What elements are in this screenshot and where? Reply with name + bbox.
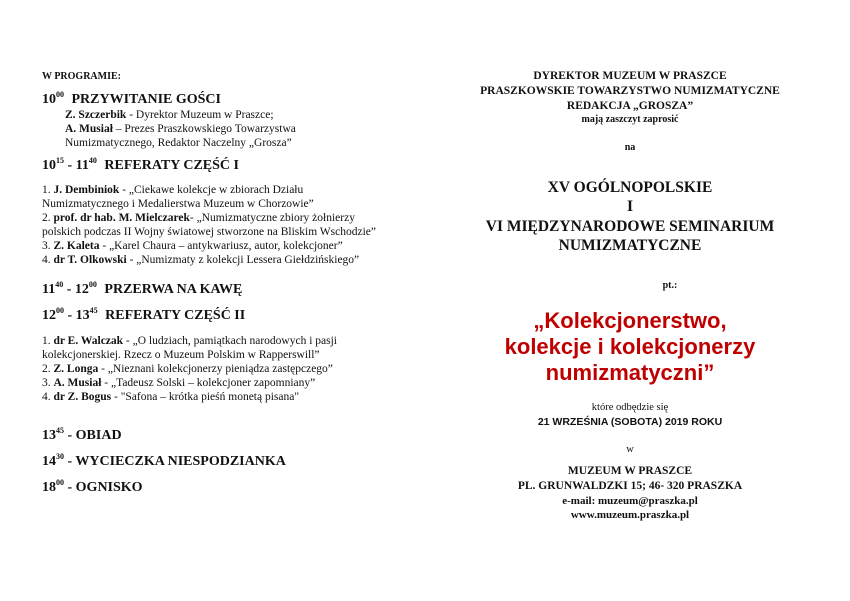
session-bonfire: $18^{00}$ - OGNISKO bbox=[42, 478, 143, 495]
venue-email: e-mail: muzeum@praszka.pl bbox=[562, 495, 698, 507]
event-date: 21 WRZEŚNIA (SOBOTA) 2019 ROKU bbox=[537, 416, 723, 428]
invite-text: mają zaszczyt zaprosić bbox=[581, 114, 679, 125]
event-line-2: I bbox=[626, 198, 634, 215]
venue-name: MUZEUM W PRASZCE bbox=[567, 465, 693, 477]
topic-line-2: kolekcje i kolekcjonerzy bbox=[504, 334, 756, 359]
list-item: 1. J. Dembiniok - „Ciekawe kolekcje w zbiorach Działu bbox=[42, 184, 304, 196]
list-item: 3. Z. Kaleta - „Karel Chaura – antykwariusz, autor, kolekcjoner” bbox=[42, 240, 343, 252]
invitation-panel bbox=[430, 0, 830, 601]
session-lunch: $13^{45}$ - OBIAD bbox=[42, 426, 122, 443]
event-line-3: VI MIĘDZYNARODOWE SEMINARIUM bbox=[485, 218, 775, 235]
session-papers-2: $12^{00} - 13^{45}$ REFERATY CZĘŚĆ II bbox=[42, 306, 246, 323]
pt-label: pt.: bbox=[662, 280, 678, 291]
list-item: 3. A. Musiał - „Tadeusz Solski – kolekcjoner zapomniany” bbox=[42, 377, 316, 389]
list-item: polskich podczas II Wojny światowej stworzone na Bliskim Wschodzie” bbox=[42, 226, 376, 238]
event-line-1: XV OGÓLNOPOLSKIE bbox=[547, 179, 713, 196]
topic-line-3: numizmatyczni” bbox=[545, 360, 715, 385]
session-coffee-break: $11^{40} - 12^{00}$ PRZERWA NA KAWĘ bbox=[42, 280, 243, 297]
event-line-4: NUMIZMATYCZNE bbox=[558, 237, 702, 254]
list-item: A. Musiał – Prezes Praszkowskiego Towarzystwa bbox=[65, 123, 296, 135]
topic-line-1: „Kolekcjonerstwo, bbox=[533, 308, 727, 333]
list-item: Z. Szczerbik - Dyrektor Muzeum w Praszce; bbox=[65, 109, 274, 121]
venue-w: w bbox=[626, 444, 634, 455]
list-item: 2. Z. Longa - „Nieznani kolekcjonerzy pieniądza zastępczego” bbox=[42, 363, 333, 375]
host-editorial: REDAKCJA „GROSZA” bbox=[566, 100, 694, 112]
invite-na: na bbox=[624, 142, 636, 153]
list-item: Numizmatycznego, Redaktor Naczelny „Grosza” bbox=[65, 137, 292, 149]
list-item: Numizmatycznego i Medalierstwa Muzeum w Chorzowie” bbox=[42, 198, 314, 210]
session-welcome: $10^{00}$ PRZYWITANIE GOŚCI bbox=[42, 90, 221, 107]
session-papers-1: $10^{15} - 11^{40}$ REFERATY CZĘŚĆ I bbox=[42, 156, 239, 173]
host-museum: DYREKTOR MUZEUM W PRASZCE bbox=[533, 70, 727, 82]
program-heading: W PROGRAMIE: bbox=[42, 71, 121, 82]
venue-address: PL. GRUNWALDZKI 15; 46- 320 PRASZKA bbox=[517, 480, 743, 492]
list-item: kolekcjonerskiej. Rzecz o Muzeum Polskim w Rapperswill” bbox=[42, 349, 320, 361]
list-item: 2. prof. dr hab. M. Mielczarek- „Numizmatyczne zbiory żołnierzy bbox=[42, 212, 355, 224]
list-item: 4. dr T. Olkowski - „Numizmaty z kolekcji Lessera Giełdzińskiego” bbox=[42, 254, 360, 266]
date-intro: które odbędzie się bbox=[591, 402, 669, 413]
venue-website: www.muzeum.praszka.pl bbox=[570, 509, 690, 521]
list-item: 4. dr Z. Bogus - "Safona – krótka pieśń monetą pisana" bbox=[42, 391, 300, 403]
host-society: PRASZKOWSKIE TOWARZYSTWO NUMIZMATYCZNE bbox=[480, 85, 780, 97]
session-trip: $14^{30}$ - WYCIECZKA NIESPODZIANKA bbox=[42, 452, 286, 469]
list-item: 1. dr E. Walczak - „O ludziach, pamiątkach narodowych i pasji bbox=[42, 335, 337, 347]
